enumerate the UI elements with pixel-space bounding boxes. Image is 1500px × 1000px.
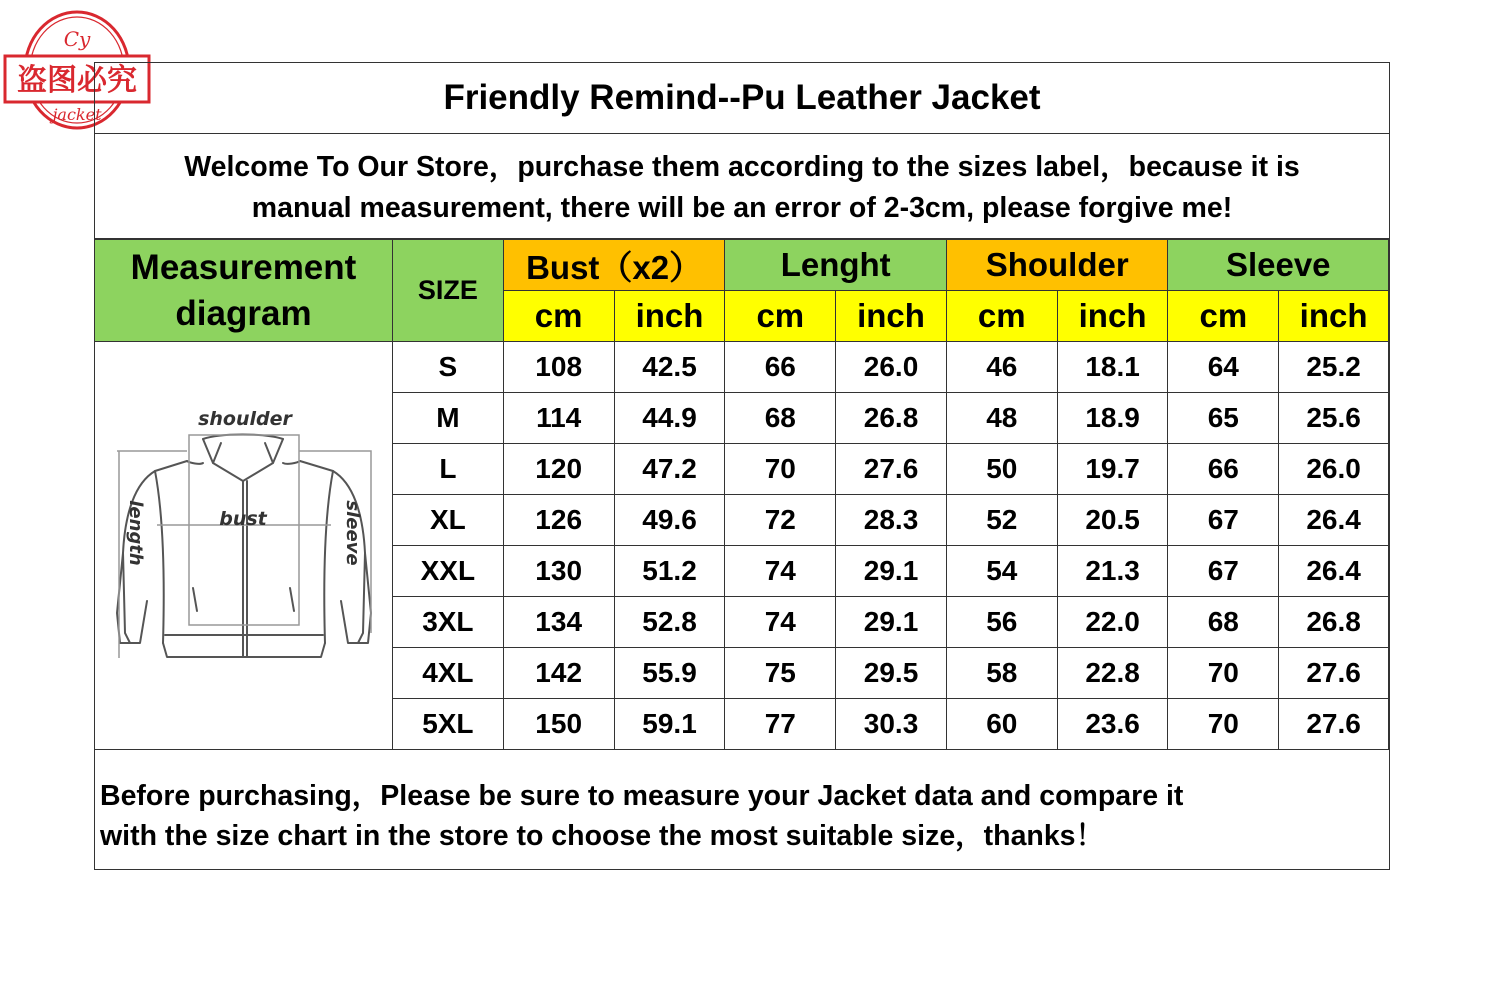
size-cell: XXL (393, 546, 504, 597)
diagram-length-label: length (125, 499, 146, 566)
diagram-header-line-1: Measurement (130, 247, 357, 287)
footer-line-1: Before purchasing，Please be sure to measure your Jacket data and compare it (100, 780, 1184, 812)
size-cell: 5XL (393, 699, 504, 750)
footer-line-2: with the size chart in the store to choose the most suitable size，thanks！ (100, 820, 1105, 852)
size-cell: XL (393, 495, 504, 546)
shoulder-cm-cell: 46 (946, 342, 1057, 393)
shoulder-cm-cell: 50 (946, 444, 1057, 495)
length-inch-cell: 26.0 (836, 342, 947, 393)
bust-cm-cell: 114 (503, 393, 614, 444)
bust-inch-cell: 59.1 (614, 699, 725, 750)
shoulder-cm-cell: 48 (946, 393, 1057, 444)
group-header-length: Lenght (725, 240, 946, 291)
length-inch-cell: 29.1 (836, 546, 947, 597)
welcome-notice (95, 133, 1389, 239)
unit-header: inch (836, 291, 947, 342)
sleeve-inch-cell: 26.4 (1279, 546, 1389, 597)
shoulder-inch-cell: 22.8 (1057, 648, 1168, 699)
sleeve-inch-cell: 26.4 (1279, 495, 1389, 546)
sleeve-cm-cell: 65 (1168, 393, 1279, 444)
unit-header: inch (1057, 291, 1168, 342)
sleeve-cm-cell: 67 (1168, 546, 1279, 597)
sleeve-inch-cell: 25.6 (1279, 393, 1389, 444)
sleeve-inch-cell: 25.2 (1279, 342, 1389, 393)
unit-header: cm (1168, 291, 1279, 342)
diagram-sleeve-label: sleeve (342, 499, 363, 566)
length-inch-cell: 28.3 (836, 495, 947, 546)
shoulder-inch-cell: 18.9 (1057, 393, 1168, 444)
unit-header: cm (725, 291, 836, 342)
length-cm-cell: 74 (725, 546, 836, 597)
sleeve-cm-cell: 70 (1168, 648, 1279, 699)
shoulder-inch-cell: 18.1 (1057, 342, 1168, 393)
shoulder-inch-cell: 22.0 (1057, 597, 1168, 648)
sleeve-inch-cell: 27.6 (1279, 648, 1389, 699)
sleeve-cm-cell: 64 (1168, 342, 1279, 393)
size-chart-panel (94, 62, 1390, 870)
length-cm-cell: 72 (725, 495, 836, 546)
bust-cm-cell: 134 (503, 597, 614, 648)
length-inch-cell: 27.6 (836, 444, 947, 495)
size-column-header: SIZE (393, 240, 504, 342)
length-inch-cell: 30.3 (836, 699, 947, 750)
welcome-line-2: manual measurement, there will be an error of 2-3cm, please forgive me! (251, 192, 1233, 224)
table-row (95, 342, 1389, 393)
length-cm-cell: 74 (725, 597, 836, 648)
shoulder-inch-cell: 20.5 (1057, 495, 1168, 546)
sleeve-cm-cell: 67 (1168, 495, 1279, 546)
bust-inch-cell: 51.2 (614, 546, 725, 597)
length-cm-cell: 75 (725, 648, 836, 699)
diagram-bust-label: bust (219, 507, 267, 530)
shoulder-cm-cell: 52 (946, 495, 1057, 546)
length-inch-cell: 29.1 (836, 597, 947, 648)
stamp-banner-text: 盗图必究 (17, 63, 137, 98)
shoulder-cm-cell: 54 (946, 546, 1057, 597)
purchase-notice (95, 749, 1389, 869)
stamp-bottom-text: jacket (52, 105, 102, 124)
sleeve-cm-cell: 68 (1168, 597, 1279, 648)
unit-header: inch (614, 291, 725, 342)
size-cell: 3XL (393, 597, 504, 648)
bust-inch-cell: 49.6 (614, 495, 725, 546)
sleeve-inch-cell: 26.8 (1279, 597, 1389, 648)
unit-header: cm (503, 291, 614, 342)
length-inch-cell: 29.5 (836, 648, 947, 699)
diagram-header-line-2: diagram (175, 293, 312, 333)
stamp-top-text: Cy (63, 27, 91, 51)
bust-cm-cell: 108 (503, 342, 614, 393)
shoulder-cm-cell: 56 (946, 597, 1057, 648)
bust-inch-cell: 55.9 (614, 648, 725, 699)
sleeve-inch-cell: 27.6 (1279, 699, 1389, 750)
welcome-line-1: Welcome To Our Store，purchase them according to the sizes label，because it is (184, 151, 1300, 183)
length-cm-cell: 70 (725, 444, 836, 495)
bust-cm-cell: 126 (503, 495, 614, 546)
shoulder-inch-cell: 21.3 (1057, 546, 1168, 597)
bust-cm-cell: 142 (503, 648, 614, 699)
sleeve-cm-cell: 70 (1168, 699, 1279, 750)
bust-inch-cell: 44.9 (614, 393, 725, 444)
measurement-diagram (95, 342, 393, 750)
size-cell: L (393, 444, 504, 495)
sleeve-inch-cell: 26.0 (1279, 444, 1389, 495)
size-table (95, 239, 1389, 750)
sleeve-cm-cell: 66 (1168, 444, 1279, 495)
length-cm-cell: 66 (725, 342, 836, 393)
group-header-shoulder: Shoulder (946, 240, 1168, 291)
size-cell: S (393, 342, 504, 393)
diagram-shoulder-label: shoulder (198, 407, 292, 430)
shoulder-cm-cell: 60 (946, 699, 1057, 750)
bust-inch-cell: 47.2 (614, 444, 725, 495)
length-cm-cell: 77 (725, 699, 836, 750)
bust-cm-cell: 130 (503, 546, 614, 597)
bust-inch-cell: 52.8 (614, 597, 725, 648)
length-cm-cell: 68 (725, 393, 836, 444)
unit-header: cm (946, 291, 1057, 342)
bust-cm-cell: 120 (503, 444, 614, 495)
shoulder-inch-cell: 19.7 (1057, 444, 1168, 495)
chart-title: Friendly Remind--Pu Leather Jacket (95, 63, 1389, 134)
size-cell: M (393, 393, 504, 444)
length-inch-cell: 26.8 (836, 393, 947, 444)
measurement-diagram-header (95, 240, 393, 342)
bust-cm-cell: 150 (503, 699, 614, 750)
unit-header: inch (1279, 291, 1389, 342)
shoulder-cm-cell: 58 (946, 648, 1057, 699)
shoulder-inch-cell: 23.6 (1057, 699, 1168, 750)
group-header-bust: Bust（x2） (503, 240, 725, 291)
group-header-sleeve: Sleeve (1168, 240, 1389, 291)
bust-inch-cell: 42.5 (614, 342, 725, 393)
size-cell: 4XL (393, 648, 504, 699)
jacket-diagram-icon (95, 343, 392, 749)
